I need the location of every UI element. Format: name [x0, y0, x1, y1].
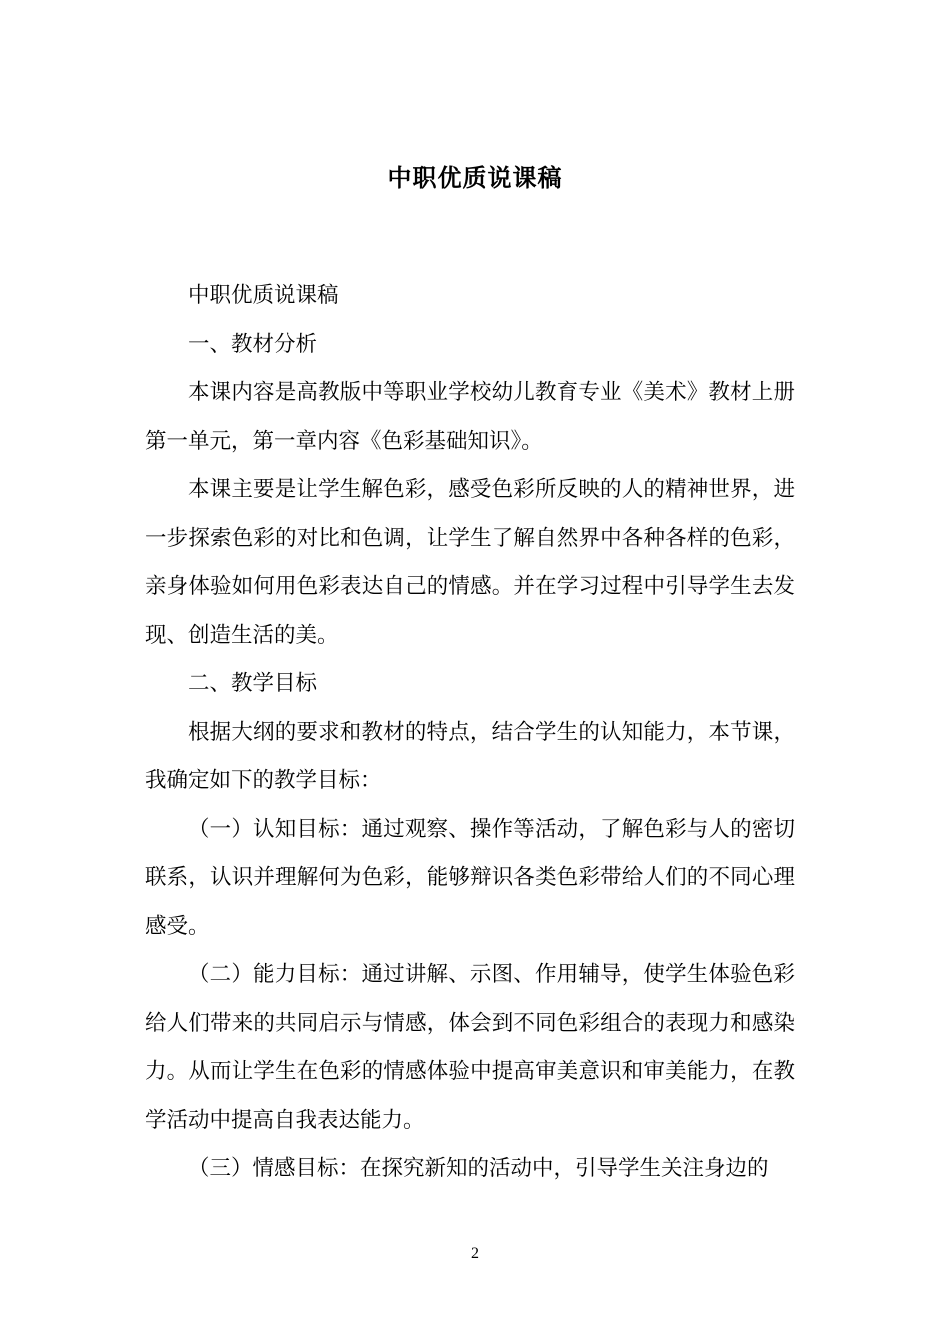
paragraph-emotional-goal: （三）情感目标：在探究新知的活动中，引导学生关注身边的	[188, 1156, 769, 1181]
document-body	[145, 272, 795, 1194]
section-heading-teaching-goals: 二、教学目标	[188, 671, 318, 696]
document-title: 中职优质说课稿	[387, 164, 563, 192]
paragraph: 根据大纲的要求和教材的特点，结合学生的认知能力，本节课，我确定如下的教学目标：	[145, 719, 795, 793]
section-heading-textbook-analysis: 一、教材分析	[188, 331, 318, 357]
paragraph-cognitive-goal: （一）认知目标：通过观察、操作等活动，了解色彩与人的密切联系，认识并理解何为色彩，能够辩识各类色彩带给人们的不同心理感受。	[145, 816, 795, 939]
paragraph: 本课内容是高教版中等职业学校幼儿教育专业《美术》教材上册第一单元，第一章内容《色彩基础知识》。	[145, 380, 795, 454]
page-number: 2	[471, 1245, 479, 1262]
paragraph-ability-goal: （二）能力目标：通过讲解、示图、作用辅导，使学生体验色彩给人们带来的共同启示与情感，体会到不同色彩组合的表现力和感染力。从而让学生在色彩的情感体验中提高审美意识和审美能力，在教学活动中提高自我表达能力。	[145, 962, 795, 1133]
paragraph: 本课主要是让学生解色彩，感受色彩所反映的人的精神世界，进一步探索色彩的对比和色调，让学生了解自然界中各种各样的色彩，亲身体验如何用色彩表达自己的情感。并在学习过程中引导学生去发现、创造生活的美。	[145, 477, 795, 648]
paragraph-heading: 中职优质说课稿	[188, 283, 339, 308]
